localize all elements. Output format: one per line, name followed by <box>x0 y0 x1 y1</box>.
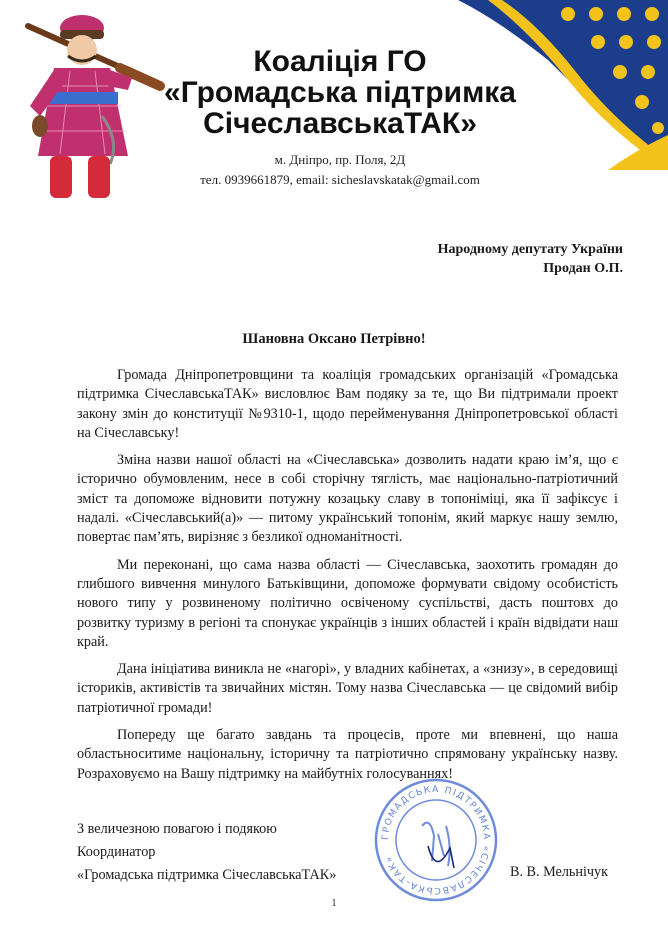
salutation: Шановна Оксано Петрівно! <box>242 331 426 347</box>
paragraph: Громада Дніпропетровщини та коаліція громадських організацій «Громадська підтримка СічеславськаТАК» висловлює Вам подяку за те, що Ви підтримали проект закону змін до конституції №9310-1, щодо перейменування Дніпропетровської області на Січеславську! <box>77 367 618 441</box>
page-number: 1 <box>331 897 337 909</box>
stamp-text: ГРОМАДСЬКА ПІДТРИМКА «СІЧЕСЛАВСЬКА-ТАК» <box>380 784 492 896</box>
svg-text:ГРОМАДСЬКА ПІДТРИМКА «СІЧЕСЛАВ <box>381 785 491 895</box>
org-name-line2: «Громадська підтримка <box>164 76 516 109</box>
paragraph: Попереду ще багато завдань та процесів, проте ми впевнені, що наша областьноситиме національну, історичну та патріотично спрямовану українську назву. Розраховуємо на Вашу підтримку на майбутніх голосуваннях! <box>77 727 618 782</box>
phone-email: тел. 0939661879, email: sicheslavskatak@gmail.com <box>200 172 480 187</box>
organization-name <box>160 46 520 139</box>
paragraph: Зміна назви нашої області на «Січеславська» дозволить надати краю ім’я, що є історично обумовленим, несе в собі сторічну тяглість, має національно-патріотичний зміст та допоможе відновити потужну козацьку славу в топоніміці, яка її зафіксує і надалі. «Січеславський(а)» — питому український топонім, який маркує нашу землю, повертає пам’ять, вирізняє з безликої одноманітності. <box>77 452 618 546</box>
closing-block <box>77 818 336 887</box>
signer-name: В. В. Мельнічук <box>510 864 609 880</box>
recipient-title: Народному депутату України <box>437 242 623 257</box>
closing-role: Координатор <box>77 844 156 860</box>
contact-block <box>160 150 520 190</box>
paragraph: Дана ініціатива виникла не «нагорі», у владних кабінетах, а «знизу», в середовищі істориків, активістів та звичайних містян. Тому назва Січеславська — це свідомий вибір патріотичної громади! <box>77 661 618 716</box>
stamp-seal-icon <box>372 776 500 904</box>
cossack-icon <box>10 6 170 211</box>
letter-body <box>77 366 618 792</box>
closing-regards: З величезною повагою і подякою <box>77 821 277 837</box>
org-name-line1: Коаліція ГО <box>253 45 427 78</box>
closing-organization: «Громадська підтримка СічеславськаТАК» <box>77 867 337 883</box>
paragraph: Ми переконані, що сама назва області — Січеславська, заохотить громадян до глибшого вивчення минулого Батьківщини, допоможе формувати свідому особистість нового типу у розвиненому політично освіченому суспільстві, дасть поштовх до розвитку туризму в регіоні та спонукає українців з інших областей і країн відвідати наш край. <box>77 556 618 650</box>
recipient-block <box>438 240 623 278</box>
address: м. Дніпро, пр. Поля, 2Д <box>274 152 406 167</box>
recipient-name: Продан О.П. <box>543 261 623 276</box>
org-name-line3: СічеславськаТАК» <box>203 107 477 140</box>
